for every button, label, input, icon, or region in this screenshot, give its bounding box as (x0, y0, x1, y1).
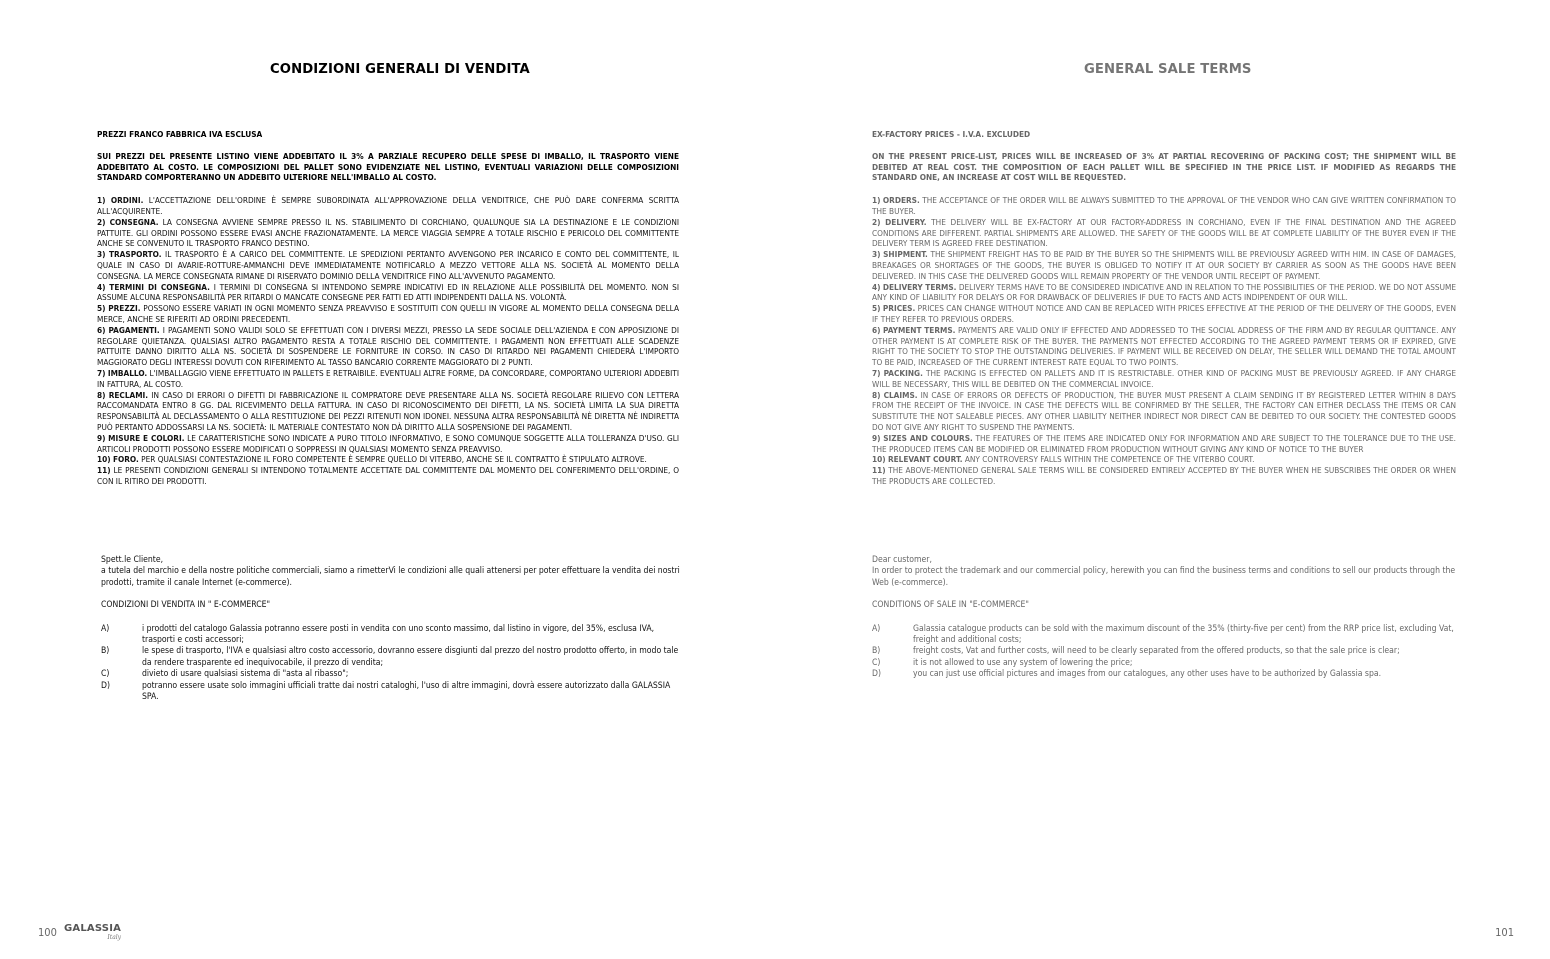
clause-text: LE CARATTERISTICHE SONO INDICATE A PURO TITOLO INFORMATIVO, E SONO COMUNQUE SOGGETTE ALLA TOLLERANZA D'USO. GLI ARTICOLI PRODOTTI POSSONO ESSERE MODIFICATI O SOPPRESSI IN QUALSIASI MOMENTO SENZA PREAVVISO. (97, 432, 679, 454)
clause-number: 6) (97, 324, 106, 335)
letter-body: In order to protect the trademark and our commercial policy, herewith you can find the business terms and conditions to sell our products through the Web (e-commerce). (872, 566, 1456, 588)
terms-heading: PREZZI FRANCO FABBRICA IVA ESCLUSA (97, 129, 263, 139)
ecommerce-rules (872, 624, 1462, 681)
rule-text: you can just use official pictures and images from our catalogues, any other uses have to be authorized by Galassia spa. (913, 669, 1382, 680)
clause-item (97, 465, 679, 487)
terms-block (872, 129, 1456, 487)
page-title: CONDIZIONI GENERALI DI VENDITA (270, 62, 530, 77)
rule-letter: B) (872, 646, 881, 657)
clause-text: LE PRESENTI CONDIZIONI GENERALI SI INTENDONO TOTALMENTE ACCETTATE DAL COMMITTENTE DAL MOMENTO DEL CONFERIMENTO DELL'ORDINE, O CON IL RITIRO DEI PRODOTTI. (97, 465, 679, 486)
clause-item (97, 303, 679, 325)
rule-item (101, 646, 681, 669)
clause-keyword: DELIVERY TERMS. (882, 281, 957, 292)
clause-keyword: CLAIMS. (883, 389, 918, 400)
clause-keyword: PREZZI. (108, 303, 141, 314)
rule-letter: A) (872, 623, 881, 634)
clause-item (872, 217, 1456, 249)
clause-number: 5) (872, 303, 881, 314)
rule-text: freight costs, Vat and further costs, will need to be clearly separated from the offered products, so that the sale price is clear; (913, 646, 1400, 657)
rule-item (872, 646, 1462, 657)
clause-keyword: DELIVERY. (885, 216, 927, 227)
clause-text: IN CASO DI ERRORI O DIFETTI DI FABBRICAZIONE IL COMPRATORE DEVE PRESENTARE ALLA NS. SOCIETÀ REGOLARE RILIEVO CON LETTERA RACCOMANDATA ENTRO 8 GG. DAL RICEVIMENTO DELLA FATTURA. IN CASO DI RICONOSCIMENTO DEI DIFETTI, LA NS. SOCIETÀ LIMITA LA SUA DIRETTA RESPONSABILITÀ AL DECLASSAMENTO O ALLA RESTITUZIONE DEI PEZZI RITENUTI NON IDONEI. NESSUNA ALTRA RESPONSABILITÀ NÈ DIRETTA NÈ INDIRETTA PUÒ PERTANTO ADDOSSARSI LA NS. SOCIETÀ: IL MATERIALE CONTESTATO NON DÀ DIRITTO ALLA SOSPENSIONE DEI PAGAMENTI. (97, 389, 680, 432)
rule-text: potranno essere usate solo immagini ufficiali tratte dai nostri cataloghi, l'uso di altre immagini, dovrà essere autorizzato dalla GALASSIA SPA. (142, 680, 671, 703)
rule-item (101, 624, 681, 647)
clause-item (872, 433, 1456, 455)
rule-text: le spese di trasporto, l'IVA e qualsiasi altro costo accessorio, dovranno essere disgiunti dal prezzo del nostro prodotto offerto, in modo tale da rendere trasparente ed inequivocabile, il prezzo di vendita; (142, 646, 679, 668)
clause-text: THE ACCEPTANCE OF THE ORDER WILL BE ALWAYS SUBMITTED TO THE APPROVAL OF THE VENDOR WHO CAN GIVE WRITTEN CONFIRMATION TO THE BUYER. (872, 195, 1456, 216)
ecommerce-section-title: CONDIZIONI DI VENDITA IN " E-COMMERCE" (101, 600, 271, 611)
clause-text: PER QUALSIASI CONTESTAZIONE IL FORO COMPETENTE È SEMPRE QUELLO DI VITERBO, ANCHE SE IL CONTRATTO È STIPULATO ALTROVE. (138, 454, 647, 465)
rule-text: i prodotti del catalogo Galassia potranno essere posti in vendita con uno sconto massimo, dal listino in vigore, del 35%, esclusa IVA, trasporti e costi accessori; (142, 623, 655, 646)
terms-block (97, 129, 679, 487)
clause-number: 8) (97, 389, 106, 400)
clause-keyword: RELEVANT COURT. (887, 454, 963, 465)
clause-item (97, 282, 679, 304)
clause-text: IN CASE OF ERRORS OR DEFECTS OF PRODUCTION, THE BUYER MUST PRESENT A CLAIM SENDING IT BY REGISTERED LETTER WITHIN 8 DAYS FROM THE RECEIPT OF THE INVOICE. IN CASE THE DEFECTS WILL BE CONFIRMED BY THE SELLER, THE FACTORY CAN EITHER DECLASS THE ITEMS OR CAN SUBSTITUTE THE NOT SALEABLE PIECES. ANY OTHER LIABILITY NEITHER INDIRECT NOR DIRECT CAN BE DEBITED TO OUR SOCIETY. THE CONTESTED GOODS DO NOT GIVE ANY RIGHT TO SUSPEND THE PAYMENTS. (872, 389, 1456, 432)
clause-item (872, 465, 1456, 487)
rule-item (872, 669, 1462, 680)
clause-keyword: TERMINI DI CONSEGNA. (109, 281, 210, 292)
terms-intro: SUI PREZZI DEL PRESENTE LISTINO VIENE ADDEBITATO IL 3% A PARZIALE RECUPERO DELLE SPESE DI IMBALLO, IL TRASPORTO VIENE ADDEBITATO AL COSTO. LE COMPOSIZIONI DEL PALLET SONO EVIDENZIATE NEL LISTINO, EVENTUALI VARIAZIONI DELLE COMPOSIZIONI STANDARD COMPORTERANNO UN ADDEBITO ULTERIORE NELL'IMBALLO AL COSTO. (97, 150, 679, 183)
brand-name: GALASSIA (64, 923, 122, 934)
clause-keyword: SHIPMENT. (883, 249, 928, 260)
terms-intro: ON THE PRESENT PRICE-LIST, PRICES WILL BE INCREASED OF 3% AT PARTIAL RECOVERING OF PACKING COST; THE SHIPMENT WILL BE DEBITED AT REAL COST. THE COMPOSITION OF EACH PALLET WILL BE SPECIFIED IN THE PRICE LIST. IF MODIFIED AS REGARDS THE STANDARD ONE, AN INCREASE AT COST WILL BE REQUESTED. (872, 150, 1456, 183)
page-number: 100 (38, 926, 57, 939)
clause-text: THE DELIVERY WILL BE EX-FACTORY AT OUR FACTORY-ADDRESS IN CORCHIANO, EVEN IF THE FINAL DESTINATION AND THE AGREED CONDITIONS ARE DIFFERENT. PARTIAL SHIPMENTS ARE ALLOWED. THE SAFETY OF THE GOODS WILL BE AT COMPLETE LIABILITY OF THE BUYER EVEN IF THE DELIVERY TERM IS AGREED FREE DESTINATION. (872, 216, 1456, 249)
rule-letter: C) (101, 669, 110, 680)
clause-text: PRICES CAN CHANGE WITHOUT NOTICE AND CAN BE REPLACED WITH PRICES EFFECTIVE AT THE PERIOD OF THE DELIVERY OF THE GOODS, EVEN IF THEY REFER TO PREVIOUS ORDERS. (872, 303, 1456, 324)
clause-item (872, 282, 1456, 304)
clause-text: I TERMINI DI CONSEGNA SI INTENDONO SEMPRE INDICATIVI ED IN RELAZIONE ALLE POSSIBILITÀ DEL MOMENTO. NON SI ASSUME ALCUNA RESPONSABILITÀ PER RITARDI O MANCATE CONSEGNE PER FATTI ED ATTI INDIPENDENTI DALLA NS. VOLONTÀ. (97, 281, 679, 303)
clause-item (872, 195, 1456, 217)
clause-item (872, 303, 1456, 325)
rule-letter: C) (872, 657, 881, 668)
clause-item (872, 249, 1456, 281)
clause-text: I PAGAMENTI SONO VALIDI SOLO SE EFFETTUATI CON I DIVERSI MEZZI, PRESSO LA SEDE SOCIALE DELL'AZIENDA E CON APPOSIZIONE DI REGOLARE QUIETANZA. QUALSIASI ALTRO PAGAMENTO RESTA A TOTALE RISCHIO DEL COMMITTENTE. I PAGAMENTI NON EFFETTUATI ALLE SCADENZE PATTUITE DANNO DIRITTO ALLA NS. SOCIETÀ DI SOSPENDERE LE FORNITURE IN CORSO. IN CASO DI RITARDO NEI PAGAMENTI CHIEDERÀ L'IMPORTO MAGGIORATO DEGLI INTERESSI DOVUTI CON RIFERIMENTO AL TASSO BANCARIO CORRENTE MAGGIORATO DI 2 PUNTI. (97, 324, 679, 368)
clause-keyword: MISURE E COLORI. (108, 432, 185, 443)
clause-number: 10) (97, 454, 111, 465)
clause-item (97, 325, 679, 368)
brand-subtitle: Italy (107, 934, 122, 941)
clause-list (97, 195, 679, 487)
letter-body: a tutela del marchio e della nostre politiche commerciali, siamo a rimetterVi le condizioni alle quali attenersi per poter effettuare la vendita dei nostri prodotti, tramite il canale Internet (e-commerce). (101, 566, 680, 588)
rule-item (101, 669, 681, 680)
clause-text: THE ABOVE-MENTIONED GENERAL SALE TERMS WILL BE CONSIDERED ENTIRELY ACCEPTED BY THE BUYER WHEN HE SUBSCRIBES THE ORDER OR WHEN THE PRODUCTS ARE COLLECTED. (872, 465, 1456, 486)
clause-text: THE PACKING IS EFFECTED ON PALLETS AND IT IS RESTRICTABLE. OTHER KIND OF PACKING MUST BE PREVIOUSLY AGREED. IF ANY CHARGE WILL BE NECESSARY, THIS WILL BE DEBITED ON THE COMMERCIAL INVOICE. (872, 367, 1456, 389)
clause-number: 3) (872, 249, 881, 260)
clause-number: 9) (872, 432, 881, 443)
rule-item (101, 681, 681, 704)
clause-keyword: ORDINI. (110, 195, 144, 206)
right-page (775, 0, 1550, 959)
brand-logo (64, 924, 121, 941)
clause-text: POSSONO ESSERE VARIATI IN OGNI MOMENTO SENZA PREAVVISO E SOSTITUITI CON QUELLI IN VIGORE AL MOMENTO DELLA CONSEGNA DELLA MERCE, ANCHE SE RIFERITI AD ORDINI PRECEDENTI. (97, 303, 680, 324)
clause-keyword: PAYMENT TERMS. (883, 324, 956, 335)
clause-number: 9) (97, 432, 106, 443)
clause-number: 6) (872, 324, 881, 335)
clause-keyword: ORDERS. (882, 195, 920, 206)
letter-greeting: Dear customer, (872, 555, 932, 565)
clause-item (97, 217, 679, 249)
ecommerce-letter (872, 555, 1462, 681)
ecommerce-letter (101, 555, 681, 703)
clause-item (872, 454, 1456, 465)
clause-list (872, 195, 1456, 487)
clause-keyword: IMBALLO. (107, 367, 148, 378)
clause-number: 7) (97, 367, 106, 378)
clause-item (872, 368, 1456, 390)
clause-item (97, 454, 679, 465)
clause-number: 10) (872, 454, 886, 465)
clause-number: 4) (872, 281, 881, 292)
clause-number: 5) (97, 303, 106, 314)
rule-letter: A) (101, 623, 110, 634)
clause-text: ANY CONTROVERSY FALLS WITHIN THE COMPETENCE OF THE VITERBO COURT. (962, 454, 1255, 465)
clause-number: 2) (872, 216, 881, 227)
clause-keyword: CONSEGNA. (109, 216, 159, 227)
clause-number: 1) (97, 195, 106, 206)
clause-keyword: SIZES AND COLOURS. (883, 432, 973, 443)
clause-number: 7) (872, 367, 881, 378)
page-title: GENERAL SALE TERMS (1084, 62, 1252, 77)
terms-heading: EX-FACTORY PRICES - I.V.A. EXCLUDED (872, 129, 1031, 139)
clause-text: L'IMBALLAGGIO VIENE EFFETTUATO IN PALLETS E RETRAIBILE. EVENTUALI ALTRE FORME, DA CONCORDARE, COMPORTANO ULTERIORI ADDEBITI IN FATTURA, AL COSTO. (97, 367, 680, 389)
rule-letter: B) (101, 646, 110, 657)
clause-number: 3) (97, 249, 106, 260)
clause-number: 8) (872, 389, 881, 400)
rule-letter: D) (101, 680, 110, 691)
clause-keyword: FORO. (112, 454, 139, 465)
rule-text: Galassia catalogue products can be sold with the maximum discount of the 35% (thirty-five per cent) from the RRP price list, excluding Vat, freight and additional costs; (913, 623, 1454, 646)
clause-item (97, 433, 679, 455)
clause-item (872, 390, 1456, 433)
clause-text: PAYMENTS ARE VALID ONLY IF EFFECTED AND ADDRESSED TO THE SOCIAL ADDRESS OF THE FIRM AND BY REGULAR QUITTANCE. ANY OTHER PAYMENT IS AT COMPLETE RISK OF THE BUYER. THE PAYMENTS NOT EFFECTED ACCORDING TO THE AGREED PAYMENT TERMS OR IF EXPIRED, GIVE RIGHT TO THE SOCIETY TO STOP THE OUTSTANDING DELIVERIES. IF PAYMENT WILL BE RECEIVED ON DELAY, THE SELLER WILL DEMAND THE TOTAL AMOUNT TO BE PAID, INCREASED OF THE CURRENT INTEREST RATE EQUAL TO TWO POINTS. (872, 324, 1457, 368)
clause-keyword: PACKING. (883, 367, 923, 378)
clause-text: THE FEATURES OF THE ITEMS ARE INDICATED ONLY FOR INFORMATION AND ARE SUBJECT TO THE TOLERANCE DUE TO THE USE. THE PRODUCED ITEMS CAN BE MODIFIED OR ELIMINATED FROM PRODUCTION WITHOUT GIVING ANY KIND OF NOTICE TO THE BUYER (872, 432, 1456, 454)
clause-text: L'ACCETTAZIONE DELL'ORDINE È SEMPRE SUBORDINATA ALL'APPROVAZIONE DELLA VENDITRICE, CHE PUÒ DARE CONFERMA SCRITTA ALL'ACQUIRENTE. (97, 195, 679, 216)
rule-letter: D) (872, 669, 881, 680)
clause-number: 2) (97, 216, 106, 227)
clause-number: 11) (872, 465, 886, 476)
clause-keyword: PRICES. (882, 303, 916, 314)
clause-item (97, 195, 679, 217)
clause-item (97, 390, 679, 433)
clause-text: DELIVERY TERMS HAVE TO BE CONSIDERED INDICATIVE AND IN RELATION TO THE POSSIBILITIES OF THE PERIOD. WE DO NOT ASSUME ANY KIND OF LIABILITY FOR DELAYS OR FOR DRAWBACK OF DELIVERIES IF DUE TO FACTS AND ACTS INDIPENDENT OF OUR WILL. (872, 281, 1456, 303)
clause-text: THE SHIPMENT FREIGHT HAS TO BE PAID BY THE BUYER SO THE SHIPMENTS WILL BE PREVIOUSLY AGREED WITH HIM. IN CASE OF DAMAGES, BREAKAGES OR SHORTAGES OF THE GOODS, THE BUYER IS OBLIGED TO NOTIFY IT AT OUR SOCIETY BY CARRIER AS SOON AS THE GOODS HAVE BEEN DELIVERED. IN THIS CASE THE DELIVERED GOODS WILL REMAIN PROPERTY OF THE VENDOR UNTIL RECEIPT OF PAYMENT. (872, 249, 1456, 281)
clause-number: 1) (872, 195, 881, 206)
clause-number: 4) (97, 281, 106, 292)
clause-number: 11) (97, 465, 111, 476)
rule-text: divieto di usare qualsiasi sistema di "asta al ribasso"; (142, 669, 349, 680)
rule-item (872, 658, 1462, 669)
page-number: 101 (1495, 926, 1514, 939)
clause-keyword: TRASPORTO. (108, 249, 162, 260)
rule-text: it is not allowed to use any system of lowering the price; (913, 657, 1133, 668)
clause-item (97, 249, 679, 281)
clause-item (97, 368, 679, 390)
clause-text: LA CONSEGNA AVVIENE SEMPRE PRESSO IL NS. STABILIMENTO DI CORCHIANO, QUALUNQUE SIA LA DESTINAZIONE E LE CONDIZIONI PATTUITE. GLI ORDINI POSSONO ESSERE EVASI ANCHE FRAZIONATAMENTE. LA MERCE VIAGGIA SEMPRE A TOTALE RISCHIO E PERICOLO DEL COMMITTENTE ANCHE SE CONVENUTO IL TRASPORTO FRANCO DESTINO. (97, 216, 680, 249)
ecommerce-rules (101, 624, 681, 704)
clause-keyword: PAGAMENTI. (108, 324, 160, 335)
clause-keyword: RECLAMI. (108, 389, 149, 400)
clause-item (872, 325, 1456, 368)
rule-item (872, 624, 1462, 647)
clause-text: IL TRASPORTO È A CARICO DEL COMMITTENTE. LE SPEDIZIONI PERTANTO AVVENGONO PER INCARICO E CONTO DEL COMMITTENTE, IL QUALE IN CASO DI AVARIE-ROTTURE-AMMANCHI DEVE IMMEDIATAMENTE NOTIFICARLO A MEZZO VETTORE ALLA NS. SOCIETÀ AL MOMENTO DELLA CONSEGNA. LA MERCE CONSEGNATA RIMANE DI RISERVATO DOMINIO DELLA VENDITRICE FINO ALL'AVVENUTO PAGAMENTO. (97, 249, 679, 281)
letter-greeting: Spett.le Cliente, (101, 555, 164, 565)
ecommerce-section-title: CONDITIONS OF SALE IN "E-COMMERCE" (872, 600, 1029, 611)
